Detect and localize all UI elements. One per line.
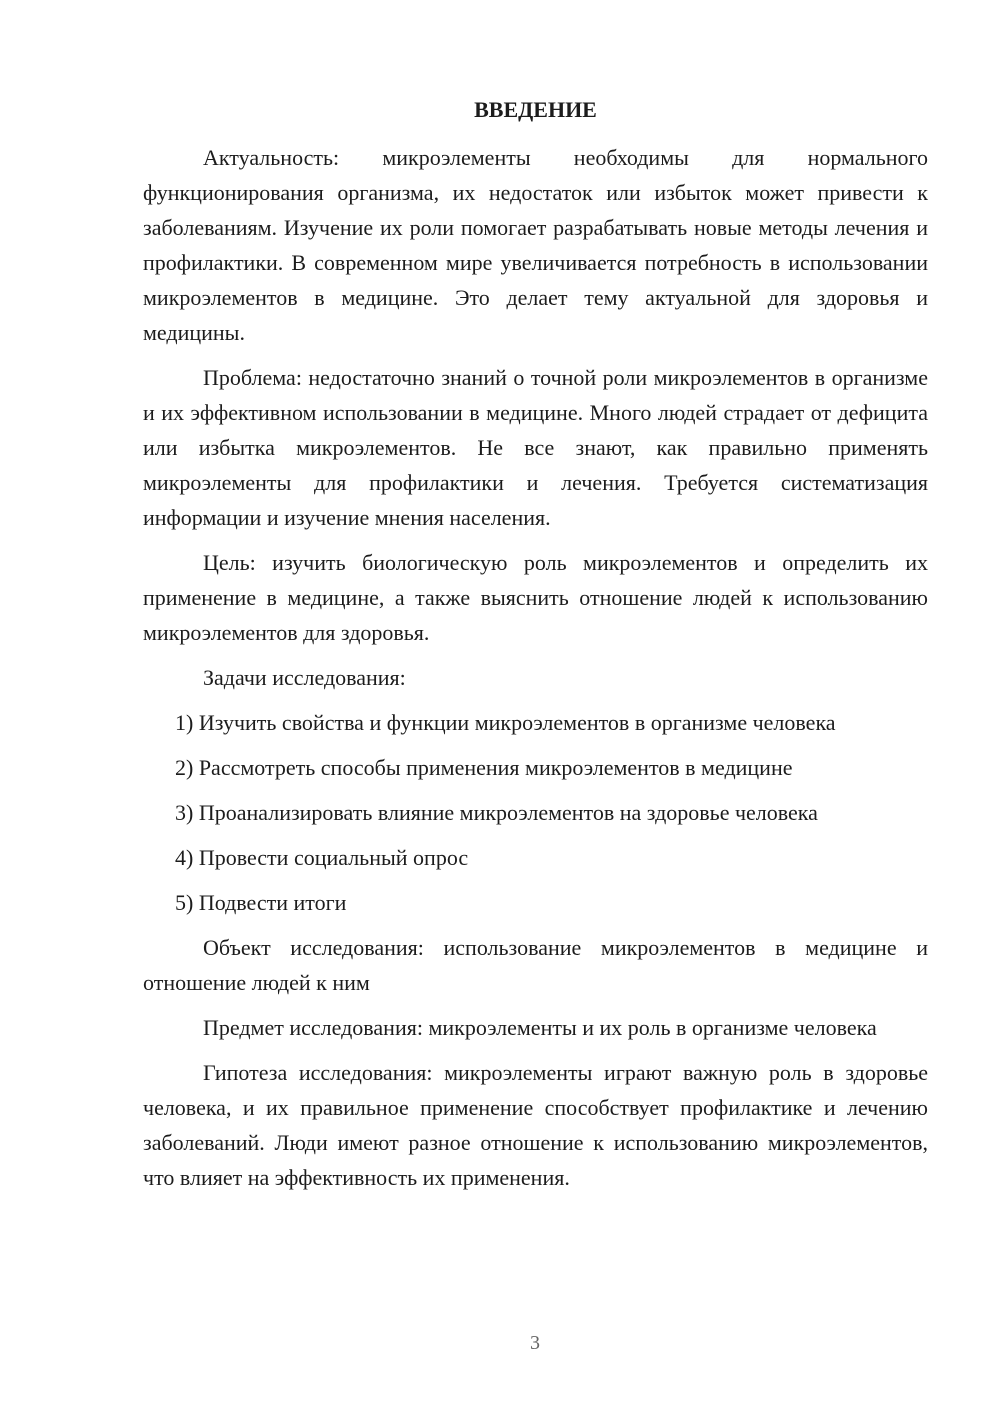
list-item: 4) Провести социальный опрос: [175, 845, 469, 870]
tasks-list: [143, 705, 928, 920]
hypothesis-paragraph: Гипотеза исследования: микроэлементы играют важную роль в здоровье человека, и их правильное применение способствует профилактике и лечению заболеваний. Люди имеют разное отношение к использованию микроэлементов, что влияет на эффективность их применения.: [143, 1060, 928, 1190]
page-content: [143, 92, 928, 1205]
goal-paragraph: Цель: изучить биологическую роль микроэлементов и определить их применение в медицине, а также выяснить отношение людей к использованию микроэлементов для здоровья.: [143, 550, 928, 645]
list-item: 3) Проанализировать влияние микроэлементов на здоровье человека: [175, 800, 818, 825]
section-title: ВВЕДЕНИЕ: [474, 97, 597, 122]
object-paragraph: Объект исследования: использование микроэлементов в медицине и отношение людей к ним: [143, 935, 928, 995]
tasks-heading: Задачи исследования:: [203, 665, 406, 690]
list-item: 1) Изучить свойства и функции микроэлементов в организме человека: [175, 710, 836, 735]
subject-paragraph: Предмет исследования: микроэлементы и их роль в организме человека: [203, 1015, 877, 1040]
list-item: 5) Подвести итоги: [175, 890, 347, 915]
page-number: 3: [530, 1332, 540, 1354]
relevance-paragraph: Актуальность: микроэлементы необходимы для нормального функционирования организма, их недостаток или избыток может привести к заболеваниям. Изучение их роли помогает разрабатывать новые методы лечения и профилактики. В современном мире увеличивается потребность в использовании микроэлементов в медицине. Это делает тему актуальной для здоровья и медицины.: [143, 145, 928, 345]
problem-paragraph: Проблема: недостаточно знаний о точной роли микроэлементов в организме и их эффективном использовании в медицине. Много людей страдает от дефицита или избытка микроэлементов. Не все знают, как правильно применять микроэлементы для профилактики и лечения. Требуется систематизация информации и изучение мнения населения.: [143, 365, 928, 530]
list-item: 2) Рассмотреть способы применения микроэлементов в медицине: [175, 755, 793, 780]
